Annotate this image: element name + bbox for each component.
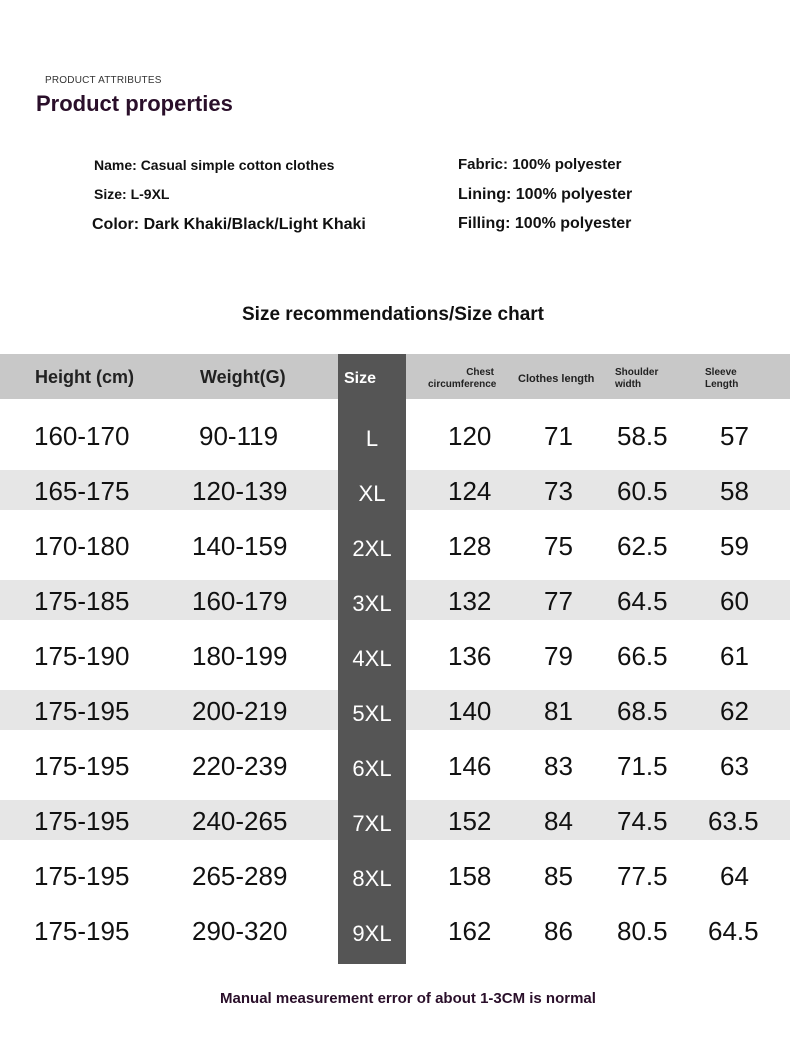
size-chart-title: Size recommendations/Size chart — [242, 304, 544, 325]
cell-size: 2XL — [352, 536, 392, 561]
table-row — [0, 739, 790, 794]
cell-shoulder: 77.5 — [617, 861, 668, 891]
cell-size: 6XL — [352, 756, 392, 781]
cell-weight: 140-159 — [192, 531, 288, 561]
cell-height: 170-180 — [34, 531, 130, 561]
col-header-sleeve-line2: Length — [705, 379, 739, 390]
attribute-value: Casual simple cotton clothes — [140, 157, 335, 173]
cell-chest: 162 — [448, 916, 492, 946]
cell-weight: 290-320 — [192, 916, 288, 946]
cell-height: 160-170 — [34, 421, 130, 451]
col-header-chest — [428, 367, 497, 391]
attribute-value: Dark Khaki/Black/Light Khaki — [143, 216, 366, 233]
cell-length: 75 — [544, 531, 573, 561]
cell-sleeve: 57 — [720, 421, 749, 451]
cell-size: 3XL — [352, 591, 392, 616]
attribute-value: 100% polyester — [514, 215, 632, 232]
cell-height: 175-190 — [34, 641, 130, 671]
cell-size: 7XL — [352, 811, 392, 836]
attribute-value: 100% polyester — [512, 156, 622, 173]
attribute-value: 100% polyester — [515, 186, 633, 203]
cell-sleeve: 62 — [720, 696, 749, 726]
col-header-shoulder — [615, 367, 658, 391]
col-header-size: Size — [344, 370, 377, 387]
col-header-sleeve-line1: Sleeve — [705, 367, 737, 378]
attribute-label: Fabric: — [458, 156, 509, 173]
cell-shoulder: 58.5 — [617, 421, 668, 451]
attribute-filling — [458, 215, 631, 233]
cell-size: 5XL — [352, 701, 392, 726]
cell-height: 175-195 — [34, 916, 130, 946]
cell-size: 9XL — [352, 921, 392, 946]
cell-length: 85 — [544, 861, 573, 891]
cell-height: 175-195 — [34, 696, 130, 726]
attribute-label: Name: — [94, 157, 137, 173]
cell-shoulder: 68.5 — [617, 696, 668, 726]
cell-length: 83 — [544, 751, 573, 781]
col-header-sleeve — [705, 367, 738, 391]
cell-weight: 240-265 — [192, 806, 288, 836]
cell-chest: 128 — [448, 531, 492, 561]
cell-sleeve: 63.5 — [708, 806, 759, 836]
attribute-label: Filling: — [458, 215, 511, 232]
cell-shoulder: 64.5 — [617, 586, 668, 616]
cell-weight: 160-179 — [192, 586, 288, 616]
cell-sleeve: 64.5 — [708, 916, 759, 946]
cell-chest: 136 — [448, 641, 492, 671]
cell-chest: 124 — [448, 476, 492, 506]
cell-weight: 90-119 — [199, 421, 279, 451]
col-header-length: Clothes length — [518, 373, 595, 385]
cell-height: 175-195 — [34, 751, 130, 781]
cell-weight: 200-219 — [192, 696, 288, 726]
cell-chest: 140 — [448, 696, 492, 726]
cell-size: L — [365, 426, 379, 451]
table-row — [0, 684, 790, 739]
cell-sleeve: 59 — [720, 531, 749, 561]
table-row — [0, 849, 790, 904]
cell-sleeve: 64 — [720, 861, 749, 891]
cell-length: 79 — [544, 641, 573, 671]
cell-size: 4XL — [352, 646, 392, 671]
col-header-shoulder-line1: Shoulder — [615, 367, 659, 378]
cell-chest: 120 — [448, 421, 492, 451]
cell-length: 73 — [544, 476, 573, 506]
cell-shoulder: 62.5 — [617, 531, 668, 561]
col-header-weight: Weight(G) — [200, 367, 286, 387]
attribute-label: Color: — [92, 216, 140, 233]
size-table — [0, 354, 790, 964]
col-header-height: Height (cm) — [35, 367, 134, 387]
cell-weight: 180-199 — [192, 641, 288, 671]
table-row — [0, 409, 790, 464]
table-row — [0, 794, 790, 849]
cell-size: 8XL — [352, 866, 392, 891]
cell-weight: 220-239 — [192, 751, 288, 781]
cell-length: 81 — [544, 696, 573, 726]
measurement-footnote: Manual measurement error of about 1-3CM is normal — [220, 990, 596, 1007]
cell-height: 175-195 — [34, 861, 130, 891]
table-row — [0, 904, 790, 959]
cell-shoulder: 66.5 — [617, 641, 668, 671]
table-row — [0, 574, 790, 629]
cell-length: 86 — [544, 916, 573, 946]
cell-sleeve: 58 — [720, 476, 749, 506]
cell-shoulder: 60.5 — [617, 476, 668, 506]
cell-length: 77 — [544, 586, 573, 616]
attribute-value: L-9XL — [130, 186, 170, 202]
cell-weight: 120-139 — [192, 476, 288, 506]
page-title: Product properties — [36, 91, 233, 116]
attribute-label: Lining: — [458, 186, 512, 203]
attribute-fabric — [458, 156, 621, 173]
cell-height: 175-195 — [34, 806, 130, 836]
cell-sleeve: 61 — [720, 641, 749, 671]
cell-shoulder: 74.5 — [617, 806, 668, 836]
col-header-chest-line2: circumference — [428, 379, 497, 390]
col-header-chest-line1: Chest — [466, 367, 494, 378]
table-row — [0, 519, 790, 574]
attribute-name — [94, 157, 334, 173]
attribute-label: Size: — [94, 186, 127, 202]
cell-chest: 158 — [448, 861, 492, 891]
attribute-size — [94, 186, 169, 202]
col-header-shoulder-line2: width — [615, 379, 642, 390]
cell-height: 165-175 — [34, 476, 130, 506]
cell-shoulder: 80.5 — [617, 916, 668, 946]
cell-chest: 132 — [448, 586, 492, 616]
attribute-lining — [458, 186, 632, 204]
cell-height: 175-185 — [34, 586, 130, 616]
cell-size: XL — [358, 481, 386, 506]
cell-shoulder: 71.5 — [617, 751, 668, 781]
cell-length: 84 — [544, 806, 573, 836]
cell-chest: 146 — [448, 751, 492, 781]
table-row — [0, 629, 790, 684]
section-eyebrow: PRODUCT ATTRIBUTES — [45, 75, 162, 86]
table-row — [0, 464, 790, 519]
cell-sleeve: 60 — [720, 586, 749, 616]
cell-sleeve: 63 — [720, 751, 749, 781]
cell-length: 71 — [544, 421, 573, 451]
cell-weight: 265-289 — [192, 861, 288, 891]
attribute-color — [92, 216, 366, 234]
cell-chest: 152 — [448, 806, 492, 836]
